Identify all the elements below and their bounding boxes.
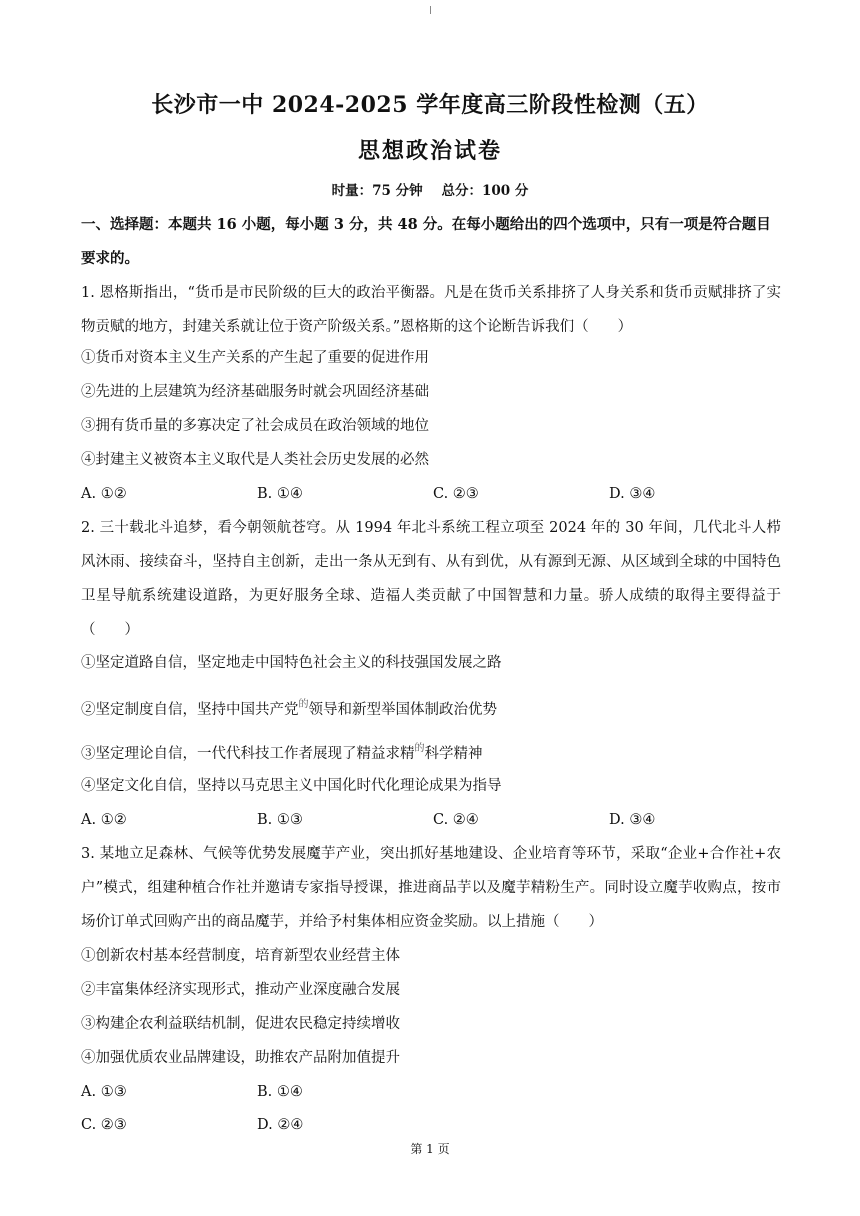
question-1-choice-c: C. ②③ — [433, 486, 479, 502]
question-1-choice-a: A. ①② — [81, 486, 127, 502]
question-3-choices-row-2 — [81, 1108, 781, 1142]
question-2-choice-a: A. ①② — [81, 812, 127, 828]
question-2-stem: 2. 三十载北斗追梦，看今朝领航苍穹。从 1994 年北斗系统工程立项至 2024 年的 30 年间，几代北斗人栉风沐雨、接续奋斗，坚持自主创新，走出一条从无到有、从有到优，从有源到无源、从区域到全球的中国特色卫星导航系统建设道路，为更好服务全球、造福人类贡献了中国智慧和力量。骄人成绩的取得主要得益于 （ ） — [81, 520, 781, 638]
exam-meta: 时量：75 分钟 总分：100 分 — [331, 183, 529, 199]
exam-title: 长沙市一中 2024-2025 学年度高三阶段性检测（五） — [151, 92, 709, 118]
question-1-choice-b: B. ①④ — [257, 486, 303, 502]
question-2-option-3-part-1: ③坚定理论自信，一代代科技工作者展现了精益求精 — [81, 746, 415, 762]
question-2-choices — [81, 803, 781, 837]
question-2-choice-b: B. ①③ — [257, 812, 303, 828]
question-3-option-3: ③构建企农利益联结机制，促进农民稳定持续增收 — [81, 1016, 400, 1032]
question-3-choice-a: A. ①③ — [81, 1084, 127, 1100]
question-3-stem: 3. 某地立足森林、气候等优势发展魔芋产业，突出抓好基地建设、企业培育等环节，采取“企业+合作社+农户”模式，组建种植合作社并邀请专家指导授课，推进商品芋以及魔芋精粉生产。同时设立魔芋收购点，按市场价订单式回购产出的商品魔芋，并给予村集体相应资金奖励。以上措施（ ） — [81, 846, 781, 930]
question-2-option-4: ④坚定文化自信，坚持以马克思主义中国化时代化理论成果为指导 — [81, 778, 502, 794]
question-2-option-2-part-2: 领导和新型举国体制政治优势 — [308, 702, 497, 718]
question-3-option-2: ②丰富集体经济实现形式，推动产业深度融合发展 — [81, 982, 400, 998]
question-2-option-2-part-1: ②坚定制度自信，坚持中国共产党 — [81, 702, 299, 718]
question-3-option-1: ①创新农村基本经营制度，培育新型农业经营主体 — [81, 948, 400, 964]
superscript-mark: 的 — [298, 699, 309, 710]
question-2-option-3 — [81, 732, 781, 771]
question-1-option-2: ②先进的上层建筑为经济基础服务时就会巩固经济基础 — [81, 384, 429, 400]
exam-subtitle: 思想政治试卷 — [357, 138, 502, 164]
question-1-option-1: ①货币对资本主义生产关系的产生起了重要的促进作用 — [81, 350, 429, 366]
question-2-choice-c: C. ②④ — [433, 812, 479, 828]
question-1-stem: 1. 恩格斯指出，“货币是市民阶级的巨大的政治平衡器。凡是在货币关系排挤了人身关系和货币贡赋排挤了实物贡赋的地方，封建关系就让位于资产阶级关系。”恩格斯的这个论断告诉我们（ ） — [81, 285, 781, 335]
question-3-choices-row-1 — [81, 1075, 781, 1109]
question-2-option-3-part-2: 科学精神 — [424, 746, 483, 762]
question-3-choice-b: B. ①④ — [257, 1084, 303, 1100]
question-3-option-4: ④加强优质农业品牌建设，助推农产品附加值提升 — [81, 1050, 400, 1066]
question-3-choice-d: D. ②④ — [257, 1117, 304, 1133]
superscript-mark: 的 — [414, 743, 425, 754]
question-2-option-2 — [81, 688, 781, 727]
question-1-option-3: ③拥有货币量的多寡决定了社会成员在政治领域的地位 — [81, 418, 429, 434]
top-mark — [430, 6, 431, 14]
question-1-choices — [81, 477, 781, 511]
question-2-option-1: ①坚定道路自信，坚定地走中国特色社会主义的科技强国发展之路 — [81, 655, 502, 671]
section-heading: 一、选择题：本题共 16 小题，每小题 3 分，共 48 分。在每小题给出的四个选项中，只有一项是符合题目要求的。 — [81, 216, 771, 267]
question-3-choice-c: C. ②③ — [81, 1117, 127, 1133]
question-1-choice-d: D. ③④ — [609, 486, 656, 502]
question-2-choice-d: D. ③④ — [609, 812, 656, 828]
question-1-option-4: ④封建主义被资本主义取代是人类社会历史发展的必然 — [81, 452, 429, 468]
page-number: 第 1 页 — [410, 1142, 450, 1156]
